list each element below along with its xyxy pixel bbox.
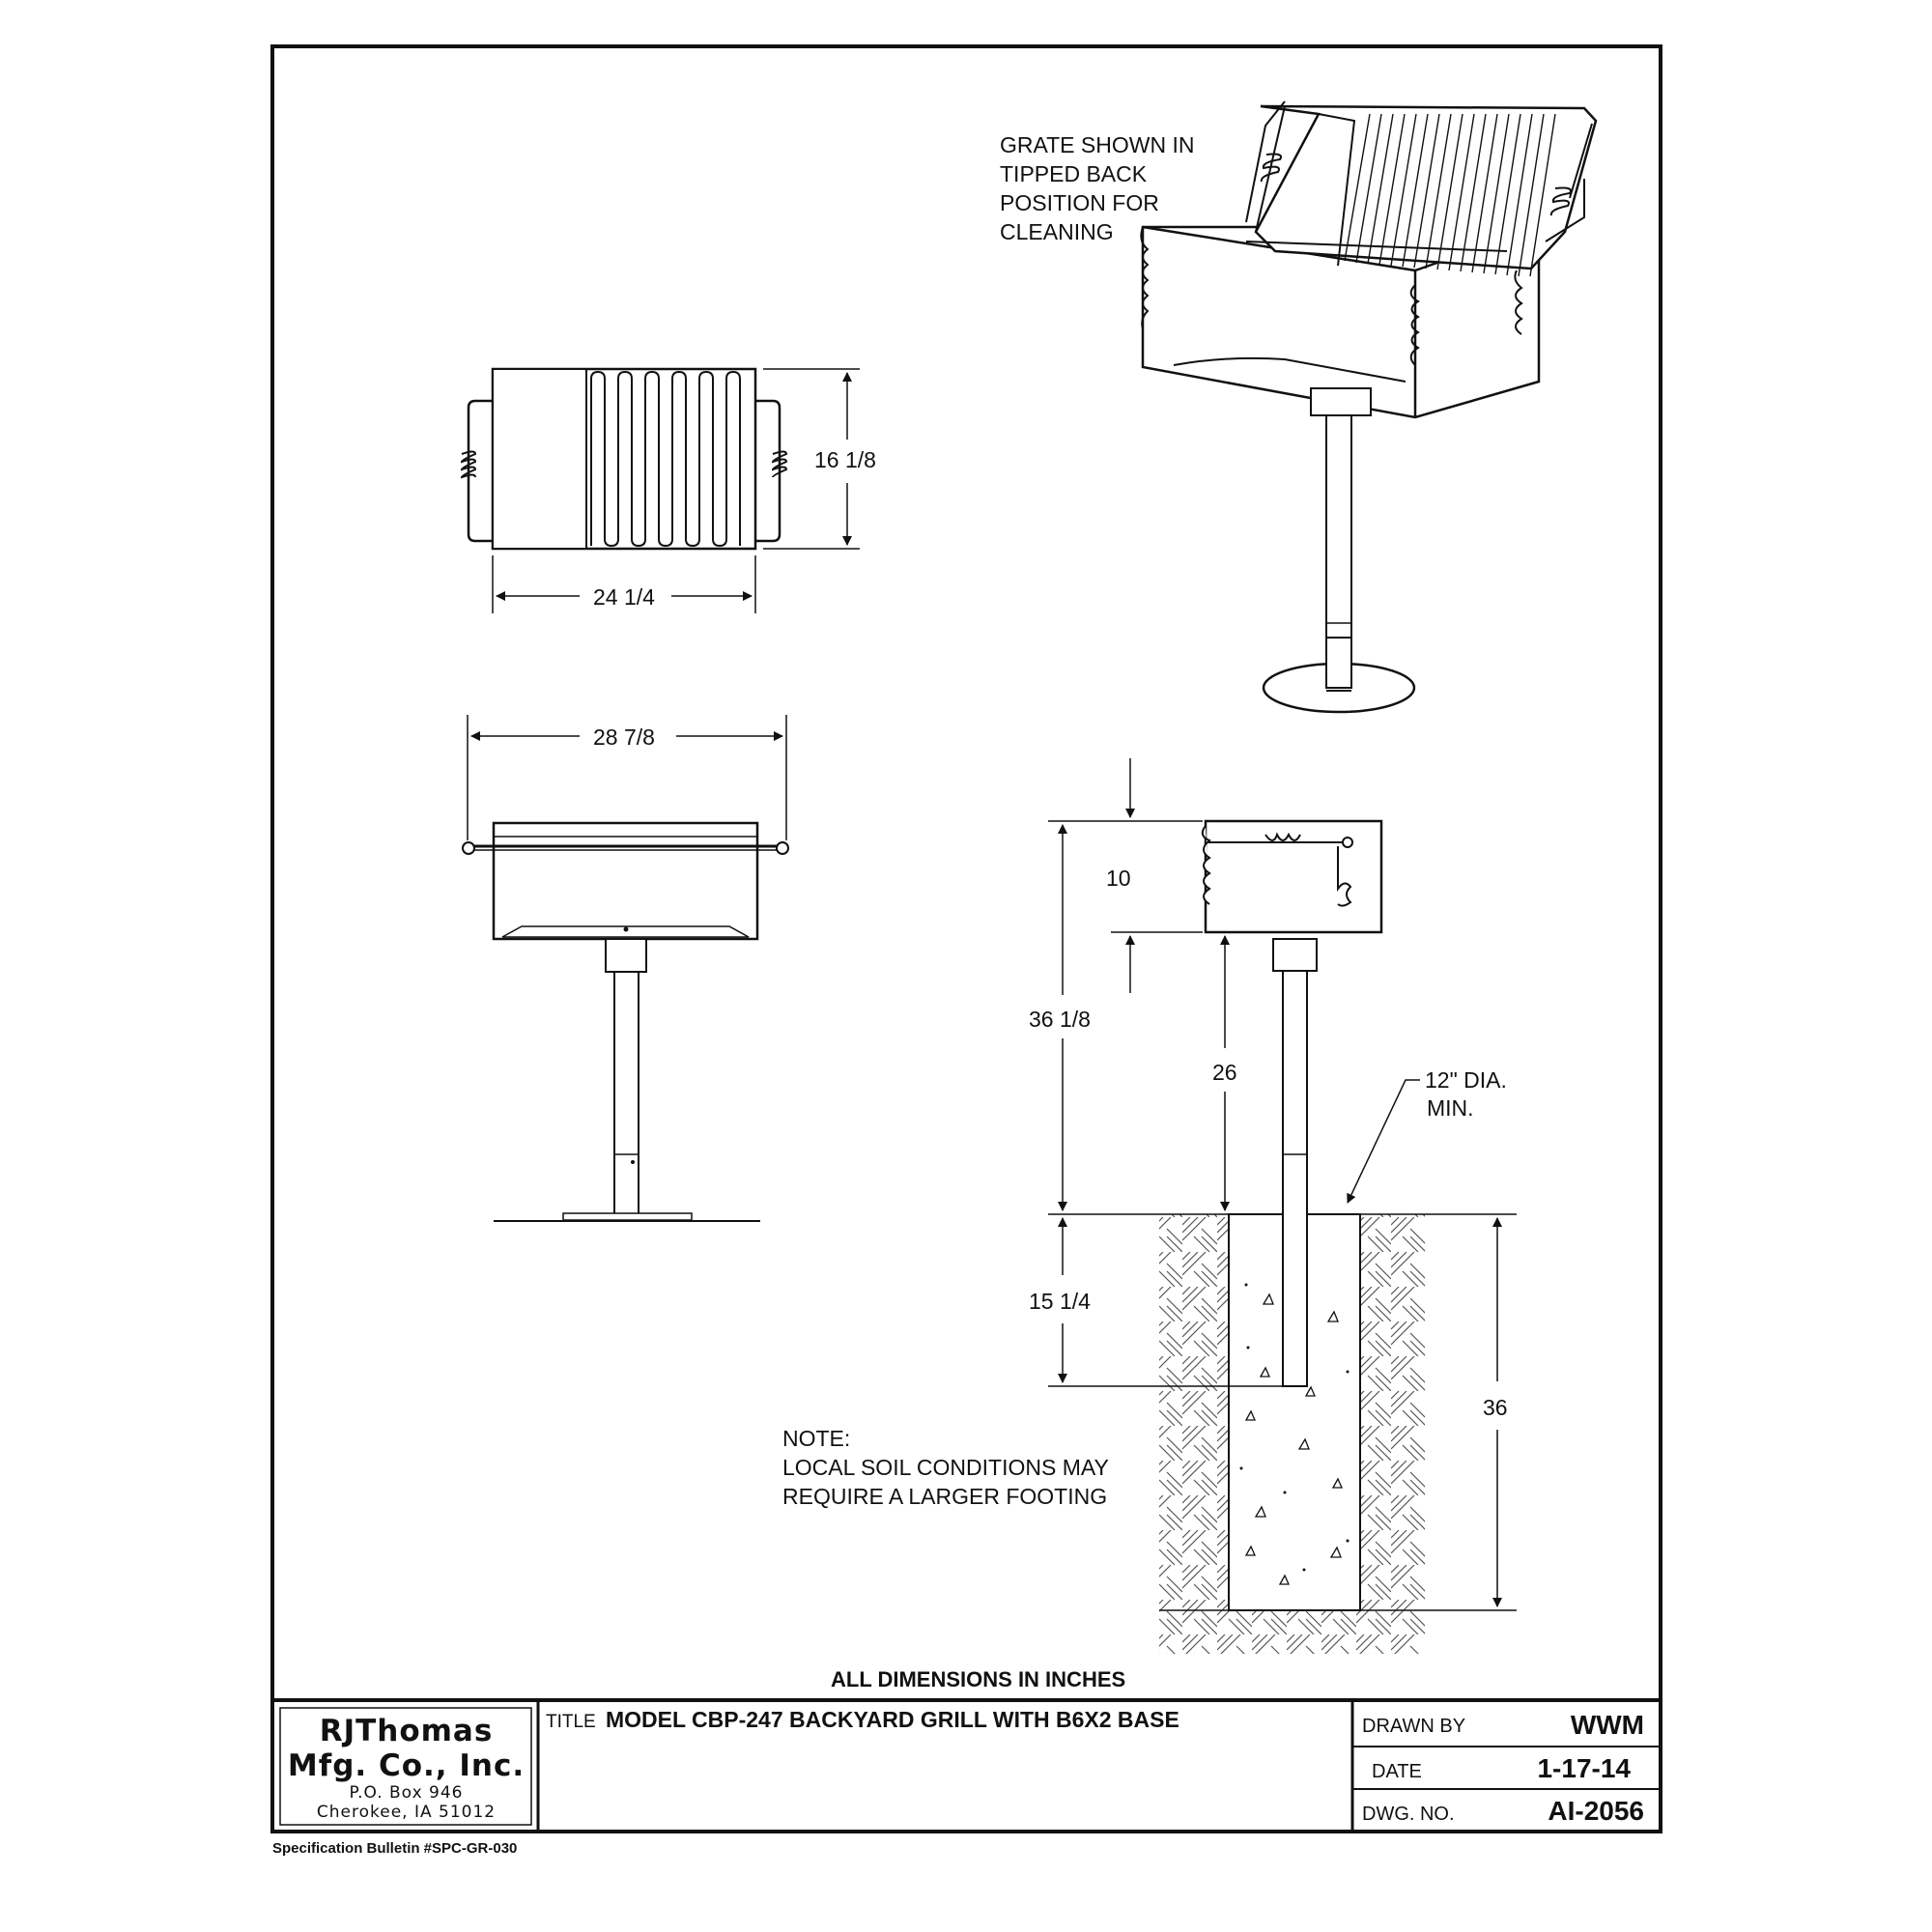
dim-front-width: 28 7/8 — [593, 724, 655, 750]
date-value: 1-17-14 — [1537, 1753, 1631, 1783]
dim-grate-height: 26 — [1212, 1060, 1237, 1085]
company-address-line-2: Cherokee, IA 51012 — [316, 1803, 497, 1822]
dwg-no-value: AI-2056 — [1548, 1796, 1644, 1826]
drawn-by-label: DRAWN BY — [1362, 1716, 1466, 1737]
grate-note-line-3: POSITION FOR — [1000, 190, 1159, 215]
title-label: TITLE — [546, 1712, 596, 1732]
drawing-title: MODEL CBP-247 BACKYARD GRILL WITH B6X2 BASE — [606, 1707, 1179, 1732]
soil-note-line-3: REQUIRE A LARGER FOOTING — [782, 1484, 1108, 1509]
grate-note-line-2: TIPPED BACK — [1000, 161, 1148, 186]
company-name-line-2: Mfg. Co., Inc. — [287, 1748, 526, 1783]
footing-dia-line-1: 12" DIA. — [1425, 1067, 1507, 1093]
company-logo — [273, 1714, 539, 1822]
dim-embed-depth: 15 1/4 — [1029, 1289, 1091, 1314]
company-name-line-1: RJThomas — [319, 1714, 494, 1748]
top-view — [462, 369, 860, 613]
footing-dia-line-2: MIN. — [1427, 1095, 1474, 1121]
grate-note-line-4: CLEANING — [1000, 219, 1114, 244]
soil-note-line-2: LOCAL SOIL CONDITIONS MAY — [782, 1455, 1109, 1480]
isometric-view — [1141, 101, 1596, 712]
grate-note-line-1: GRATE SHOWN IN — [1000, 132, 1195, 157]
date-label: DATE — [1372, 1761, 1422, 1782]
dim-footing-depth: 36 — [1483, 1395, 1508, 1420]
side-view — [1048, 758, 1517, 1654]
soil-note-line-1: NOTE: — [782, 1426, 851, 1451]
dim-total-height: 36 1/8 — [1029, 1007, 1091, 1032]
dim-top-height: 16 1/8 — [814, 447, 876, 472]
front-view — [463, 715, 788, 1221]
drawn-by-value: WWM — [1570, 1710, 1644, 1740]
company-address-line-1: P.O. Box 946 — [349, 1783, 464, 1803]
dim-top-width: 24 1/4 — [593, 584, 655, 610]
units-note: ALL DIMENSIONS IN INCHES — [831, 1667, 1126, 1691]
dwg-no-label: DWG. NO. — [1362, 1804, 1455, 1825]
soil-note — [782, 1426, 1109, 1509]
footer-bulletin: Specification Bulletin #SPC-GR-030 — [272, 1840, 518, 1857]
dim-box-depth: 10 — [1106, 866, 1131, 891]
